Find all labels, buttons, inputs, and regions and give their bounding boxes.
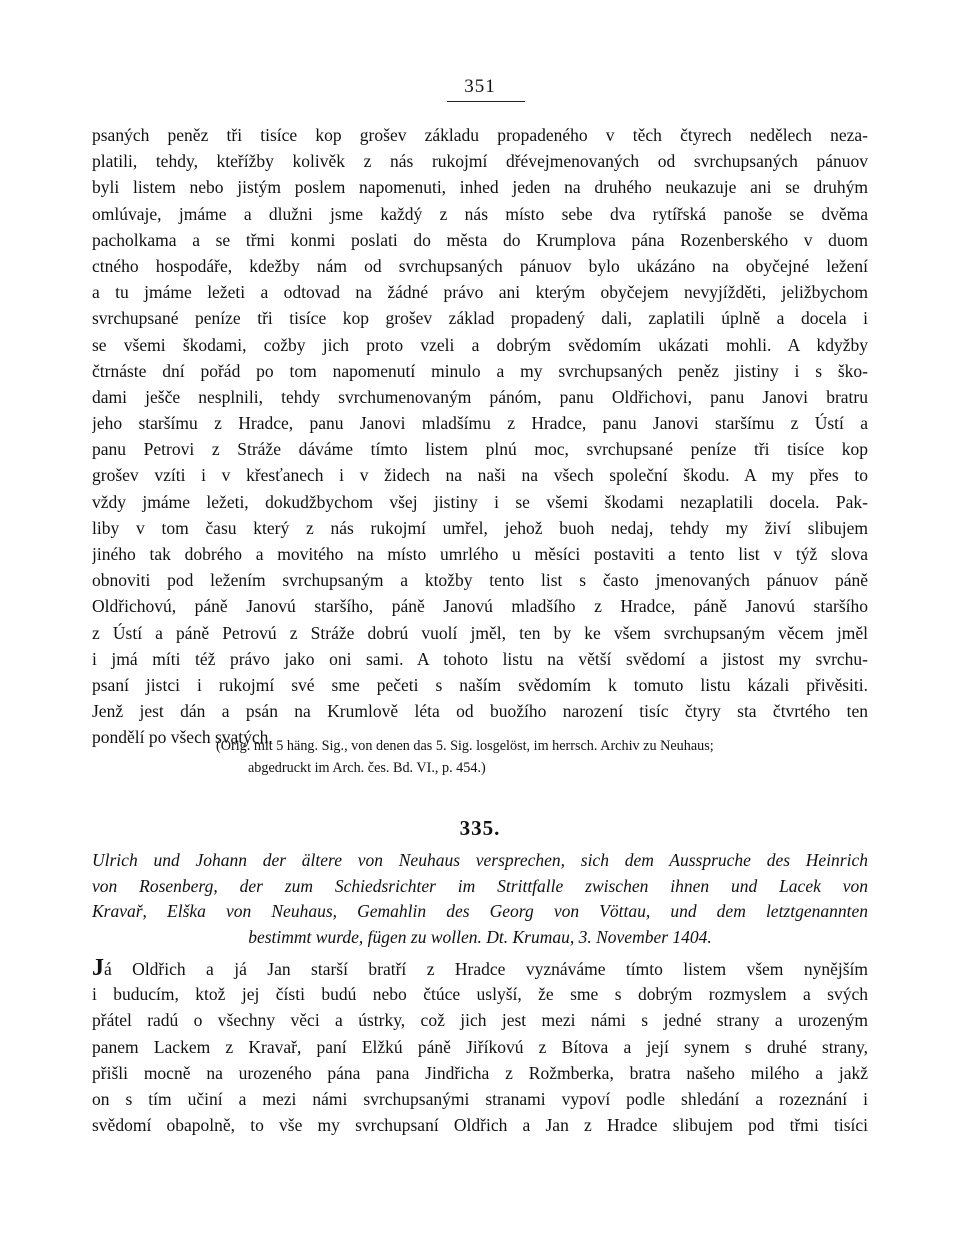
- text-line: obnoviti pod ležením svrchupsaným a ktožby tento list s často jmenovaných pánuov páně: [92, 570, 868, 591]
- archive-note-line: (Orig. mit 5 häng. Sig., von denen das 5. Sig. losgelöst, im herrsch. Archiv zu Neuhaus;: [216, 738, 714, 754]
- archive-note: [216, 735, 876, 779]
- text-line: on s tím učiní a mezi námi svrchupsanými stranami vypoví podle shledání a rozeznání i: [92, 1088, 868, 1109]
- text-line: i jmá míti též právo jako oni sami. A tohoto listu na větší svědomí a jistost my svrchu-: [92, 648, 868, 669]
- drop-cap: J: [92, 955, 104, 981]
- text-line: Kravař, Elška von Neuhaus, Gemahlin des Georg von Vöttau, und dem letztgenannten: [92, 901, 868, 921]
- text-line: panu Petrovi z Stráže dáváme tímto listem plnú moc, svrchupsané peníze tři tisíce kop: [92, 439, 868, 460]
- document-summary: [92, 848, 868, 950]
- text-line: [92, 955, 868, 981]
- text-line: psaní jistci i rukojmí své sme pečeti s naším svědomím k tomuto listu kázali přivěsiti.: [92, 674, 868, 695]
- text-line: panem Lackem z Kravař, paní Elžkú páně Jiříkovú z Bítova a její synem s druhé strany,: [92, 1036, 868, 1057]
- page-number-rule: [447, 101, 525, 102]
- text-line: von Rosenberg, der zum Schiedsrichter im Strittfalle zwischen ihnen und Lacek von: [92, 875, 868, 896]
- text-line: bestimmt wurde, fügen zu wollen. Dt. Krumau, 3. November 1404.: [248, 926, 712, 947]
- text-line: svrchupsané peníze tři tisíce kop grošev základ propadený dali, zaplatili úplně a docela i: [92, 308, 868, 329]
- document-number: 335.: [459, 816, 501, 840]
- text-line: psaných peněz tři tisíce kop grošev základu propadeného v těch čtyrech nedělech neza-: [92, 125, 868, 145]
- text-line: Oldřichovú, páně Janovú staršího, páně Janovú mladšího z Hradce, páně Janovú staršího: [92, 596, 868, 617]
- page-number: 351: [464, 76, 496, 97]
- text-line: liby v tom času který z nás rukojmí umřel, jehož buoh nedaj, tehdy my živí slibujem: [92, 517, 868, 538]
- text-line: jiného tak dobrého a movitého na místo umrlého u měsíci postaviti a tento list v týž slova: [92, 544, 868, 564]
- text-line: z Ústí a páně Petrovú z Stráže dobrú vuolí jměl, ten by ke všem svrchupsaným věcem jměl: [92, 622, 868, 643]
- text-line: čtrnáste dní pořád po tom napomenutí minulo a my svrchupsaných peněz jistiny i s ško-: [92, 360, 868, 381]
- text-line: jeho staršímu z Hradce, panu Janovi mladšímu z Hradce, panu Janovi staršímu z Ústí a: [92, 413, 868, 434]
- text-line: přišli mocně na urozeného pána pana Jindřicha z Rožmberka, bratra našeho milého a jakž: [92, 1062, 868, 1083]
- text-line: vždy jmáme ležeti, dokudžbychom všej jistiny i se všemi škodami nezaplatili docela. Pak-: [92, 491, 868, 512]
- text-line: byli listem nebo jistým poslem napomenuti, inhed jeden na druhého neukazuje ani se druhým: [92, 177, 868, 198]
- text-line: se všemi škodami, cožby jich proto vzeli a dobrým svědomím ukázati mohli. A kdyžby: [92, 334, 868, 355]
- archive-note-line: abgedruckt im Arch. čes. Bd. VI., p. 454.): [248, 760, 486, 776]
- text-line: ctného hospodáře, kdežby nám od svrchupsaných pánuov bylo ukázáno na obyčejné ležení: [92, 255, 868, 276]
- text-line: i buducím, ktož jej čísti budú nebo čtúce uslyší, že sme s dobrým rozmyslem a svých: [92, 984, 868, 1005]
- text-line: Jenž jest dán a psán na Krumlově léta od buožího narození tisíc čtyry sta čtvrtého ten: [92, 701, 868, 722]
- text-line: omlúvaje, jmáme a dlužni jsme každý z nás místo sebe dva rytířská panoše se dvěma: [92, 203, 868, 224]
- first-line-rest: á Oldřich a já Jan starší bratří z Hradce vyznáváme tímto listem všem nynějším: [104, 959, 868, 979]
- text-line: svědomí obapolně, to vše my svrchupsaní Oldřich a Jan z Hradce slibujem pod třmi tisíci: [92, 1115, 868, 1136]
- document-text: [92, 955, 868, 1138]
- text-line: a tu jmáme ležeti a odtovad na žádné právo ani kterým obyčejem nevyjížděti, jeližbychom: [92, 282, 868, 303]
- text-line: pondělí po všech svatých.: [92, 727, 273, 748]
- previous-document-text: [92, 122, 868, 751]
- text-line: platili, tehdy, kteřížby kolivěk z nás rukojmí dřévejmenovaných od svrchupsaných pánuov: [92, 151, 868, 172]
- text-line: grošev vzíti i v křesťanech i v židech na naši na všech společní škodu. A my přes to: [92, 465, 868, 486]
- text-line: pacholkama a se třmi konmi poslati do města do Krumplova pána Rozenberského v duom: [92, 229, 868, 250]
- text-line: přátel radú o všechny věci a ústrky, což jich jest mezi námi s jedné strany a urozeným: [92, 1010, 868, 1031]
- text-line: Ulrich und Johann der ältere von Neuhaus versprechen, sich dem Ausspruche des Heinrich: [92, 850, 868, 870]
- text-line: dami ješče nesplnili, tehdy svrchumenovaným pánóm, panu Oldřichovi, panu Janovi bratru: [92, 386, 868, 407]
